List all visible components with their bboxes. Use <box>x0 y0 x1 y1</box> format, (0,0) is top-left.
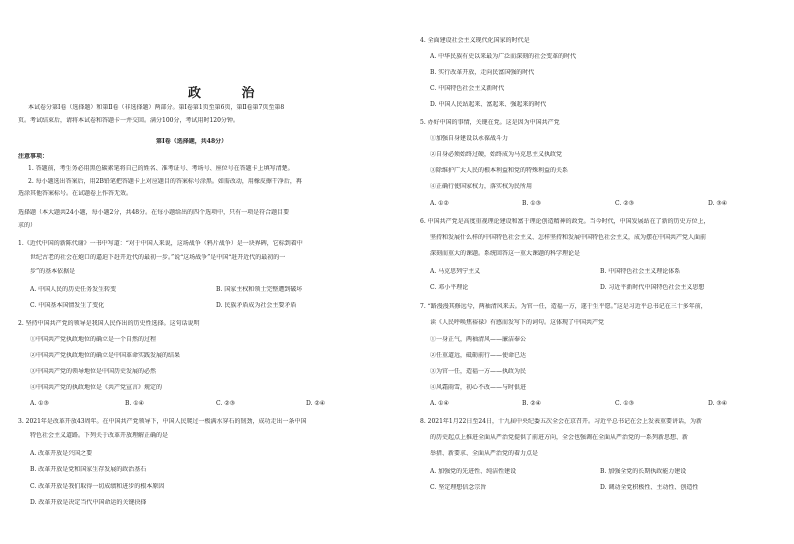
q8-option-d: D. 调动全党积极性、主动性、创造性 <box>600 484 699 491</box>
q7-option-d: D. ③④ <box>708 400 728 407</box>
q7-line-2: 读《人民呼唤焦裕禄》有感而发写下的词句。这体现了中国共产党 <box>430 319 605 326</box>
q8-option-c: C. 坚定理想信念宗旨 <box>430 484 487 491</box>
q6-line-2: 坚持和发展什么样的中国特色社会主义、怎样坚持和发展中国特色社会主义，成为摆在中国共产党人面前 <box>430 234 707 241</box>
q1-option-c: C. 中国基本国情发生了变化 <box>30 302 105 309</box>
q5-option-c: C. ②③ <box>615 200 634 207</box>
q8-option-b: B. 加强全党的长期执政能力建设 <box>600 468 687 475</box>
q8-line-2: 的历史起点上推进全面从严治党提供了前进方向，全会也强调在全面从严治党的一系列新思想、新 <box>430 434 689 441</box>
q7-item-1: ①一身正气，两袖清风——廉洁奉公 <box>430 336 527 343</box>
notes-title: 注意事项： <box>18 153 49 160</box>
mc-intro-2: 求的） <box>18 222 37 229</box>
left-column <box>18 0 393 544</box>
q1-line-1: 1.《近代中国的新陈代谢》一书中写道：“对于中国人来说，这场战争（鸦片战争）是一块界碑，它标到着中 <box>18 240 303 247</box>
q7-item-2: ②任重道远，砥砺前行——使命已达 <box>430 352 527 359</box>
q7-item-3: ③为官一任，造福一方——执政为民 <box>430 368 527 375</box>
q4-option-a: A. 中华民族有史以来最为广泛而深刻的社会变革的时代 <box>430 53 577 60</box>
q3-option-d: D. 改革开放是决定当代中国命运的关键抉择 <box>30 499 147 506</box>
page-title: 政 治 <box>188 86 273 101</box>
q4-stem: 4. 全面建设社会主义现代化国家的时代是 <box>420 37 530 44</box>
q7-item-4: ④风霜雨雪，初心不改——与时俱进 <box>430 384 527 391</box>
q7-line-1: 7. “路漫漫其修远兮，两袖清风来去。为官一任，造福一方，遂于生平愿。”这是习近平总书记在三十多年前， <box>420 303 707 310</box>
part-title: 第Ⅰ卷（选择题，共48分） <box>156 138 228 145</box>
q6-line-1: 6. 中国共产党是高度重视理论建设和富于理论创造精神的政党。当今时代，中国发展站在了新的历史方位上， <box>420 218 710 225</box>
mc-intro-1: 选择题（本大题共24小题，每小题2分，共48分。在每小题给出的四个选项中，只有一项是符合题目要 <box>18 209 290 216</box>
q1-option-d: D. 民族矛盾成为社会主要矛盾 <box>216 302 297 309</box>
q6-line-3: 深刻而重大的课题。系统回答这一重大课题的科学理论是 <box>430 250 581 257</box>
q8-line-3: 举措、新要求、全面从严治党的着力点是 <box>430 450 539 457</box>
q2-item-4: ④中国共产党的执政地位是《共产党宣言》规定的 <box>30 384 163 391</box>
q2-item-1: ①中国共产党执政地位的确立是一个自然的过程 <box>30 336 157 343</box>
q5-item-4: ④正确行使国家权力，落实权为民所用 <box>430 183 533 190</box>
note-2: 2. 每小题选出答案后，用2B铅笔把答题卡上对应题目的答案标号涂黑。如需改动，用橡皮擦干净后，再 <box>28 178 302 185</box>
q6-option-b: B. 中国特色社会主义理论体系 <box>600 268 681 275</box>
q2-item-3: ③中国共产党的领导地位是中国历史发展的必然 <box>30 368 157 375</box>
q6-option-c: C. 邓小平理论 <box>430 284 469 291</box>
q2-stem: 2. 坚持中国共产党的领导是我国人民作出的历史性选择。这句话说明 <box>18 320 200 327</box>
q3-line-1: 3. 2021年是改革开放43周年。在中国共产党领导下，中国人民爬过一极满水穿石的韧劲，成功走出一条中国 <box>18 418 307 425</box>
q8-line-1: 8. 2021年1月22日至24日，十九届中央纪委五次全会在京召开。习近平总书记在会上发表重要讲话，为新 <box>420 418 702 425</box>
q5-item-1: ①加强自身建设以永葆战斗力 <box>430 135 509 142</box>
q5-item-3: ③除维护广大人民的根本利益和党的特殊利益的关系 <box>430 167 569 174</box>
q3-option-a: A. 改革开放是兴国之要 <box>30 450 93 457</box>
q7-option-b: B. ②④ <box>522 400 541 407</box>
q6-option-a: A. 马克思列宁主义 <box>430 268 481 275</box>
q5-option-a: A. ①② <box>430 200 449 207</box>
q8-option-a: A. 加强党的先进性、纯洁性建设 <box>430 468 517 475</box>
note-1: 1. 答题前，考生务必用黑色碳素笔将自己的姓名、准考证号、考场号、座位号在答题卡上填写清楚。 <box>28 165 294 172</box>
q5-stem: 5. 办好中国的事情，关键在党。这是因为中国共产党 <box>420 119 560 126</box>
q1-option-b: B. 国家主权和领土完整遭到破坏 <box>216 286 303 293</box>
q1-line-2: 世纪古老的社会在炮口的逼迫下赶开近代的最初一步。”说“这场战争”是中国“赶开近代的最初的一 <box>30 254 286 261</box>
q2-option-b: B. ①④ <box>125 400 144 407</box>
intro-line-2: 页。考试结束后，请将本试卷和答题卡一并交回。满分100分，考试用时120分钟。 <box>18 117 239 124</box>
right-column <box>410 0 785 544</box>
q2-option-a: A. ①③ <box>30 400 49 407</box>
q3-option-c: C. 改革开放是我们取得一切成绩和进步的根本原因 <box>30 483 165 490</box>
q1-line-3: 步”的基本依据是 <box>30 268 76 275</box>
q3-line-2: 特色社会主义道路。下列关于改革开放理解正确的是 <box>30 432 169 439</box>
q7-option-c: C. ①③ <box>615 400 634 407</box>
q7-option-a: A. ①④ <box>430 400 449 407</box>
q5-option-b: B. ①③ <box>522 200 541 207</box>
q1-option-a: A. 中国人民的历史任务发生转变 <box>30 286 117 293</box>
q4-option-d: D. 中国人民站起来、富起来、强起来的时代 <box>430 101 547 108</box>
q2-option-d: D. ②④ <box>306 400 326 407</box>
intro-line-1: 本试卷分第Ⅰ卷（选择题）和第Ⅱ卷（非选择题）两部分。第Ⅰ卷第1页至第6页，第Ⅱ卷第7页至第8 <box>28 104 285 111</box>
q4-option-c: C. 中国特色社会主义新时代 <box>430 85 505 92</box>
note-2-cont: 选涂其他答案标号。在试题卷上作答无效。 <box>18 190 133 197</box>
q4-option-b: B. 实行改革开放，走向民富国强的时代 <box>430 69 535 76</box>
q3-option-b: B. 改革开放是党和国家生存发展的政治基石 <box>30 466 147 473</box>
q2-option-c: C. ②③ <box>216 400 235 407</box>
q6-option-d: D. 习近平新时代中国特色社会主义思想 <box>600 284 705 291</box>
q5-option-d: D. ③④ <box>708 200 728 207</box>
q2-item-2: ②中国共产党执政地位的确立是中国革命实践发展的结果 <box>30 352 181 359</box>
q5-item-2: ②自身必须始终过硬，始终成为马克思主义执政党 <box>430 151 563 158</box>
